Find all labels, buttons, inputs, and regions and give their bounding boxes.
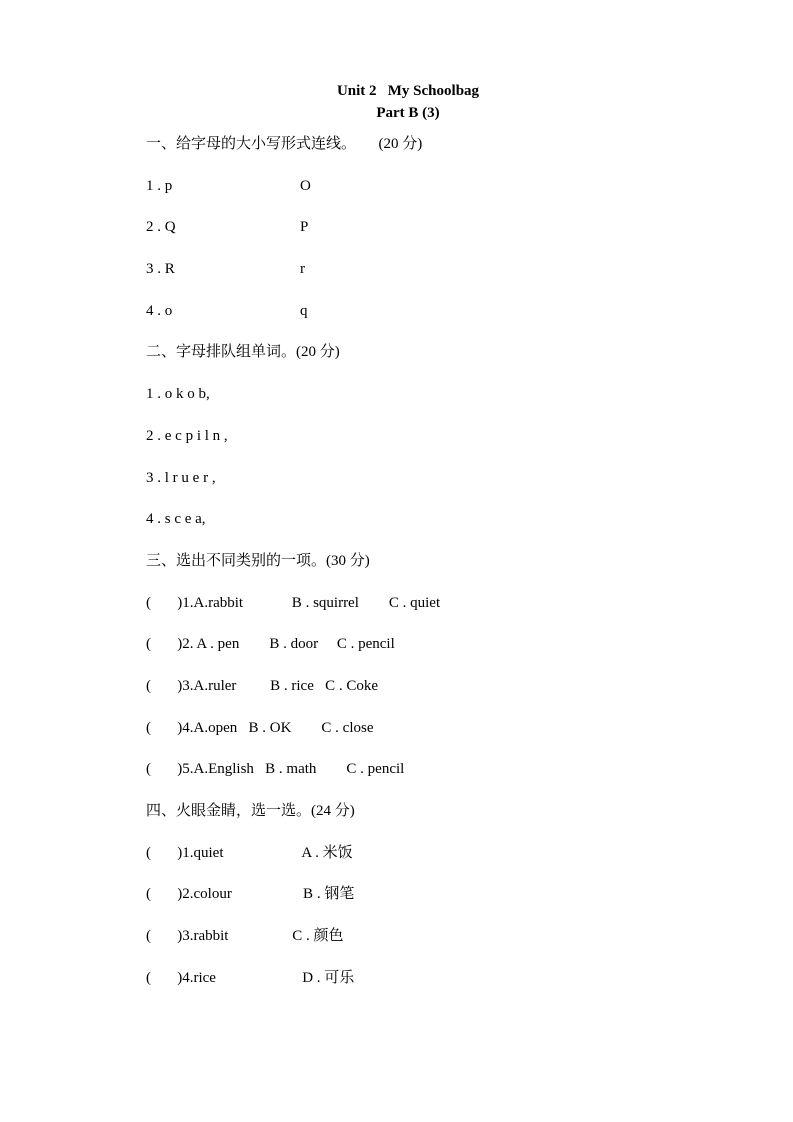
section-2-heading: 二、字母排队组单词。(20 分) — [146, 344, 340, 361]
section-1-pair-3 — [146, 249, 670, 291]
match-left-2: 2 . Q — [146, 219, 176, 236]
section-1-pair-2 — [146, 207, 670, 249]
section-4-item-4: ( )4.rice D . 可乐 — [146, 969, 355, 986]
section-4-heading: 四、火眼金睛，选一选。(24 分) — [146, 803, 355, 819]
match-right-1: O — [300, 177, 311, 194]
section-2-item-4: 4 . s c e a, — [146, 511, 206, 528]
section-1-pair-1 — [146, 166, 670, 208]
section-4-item-1: ( )1.quiet A . 米饭 — [146, 844, 353, 861]
section-3-item-2: ( )2. A . pen B . door C . pencil — [146, 636, 395, 653]
section-3-item-3: ( )3.A.ruler B . rice C . Coke — [146, 677, 379, 694]
match-right-4: q — [300, 302, 308, 319]
worksheet-content — [146, 80, 670, 999]
section-3-item-1: ( )1.A.rabbit B . squirrel C . quiet — [146, 594, 441, 611]
section-3-heading: 三、选出不同类别的一项。(30 分) — [146, 552, 370, 569]
section-3-item-5: ( )5.A.English B . math C . pencil — [146, 761, 405, 778]
section-3-item-4: ( )4.A.open B . OK C . close — [146, 719, 374, 736]
match-left-3: 3 . R — [146, 261, 175, 278]
match-left-4: 4 . o — [146, 302, 173, 319]
match-left-1: 1 . p — [146, 177, 173, 194]
match-right-3: r — [300, 261, 305, 278]
section-2-item-1: 1 . o k o b, — [146, 386, 210, 403]
section-4-item-2: ( )2.colour B . 钢笔 — [146, 886, 355, 903]
match-right-2: P — [300, 219, 309, 236]
page-title: Unit 2 My Schoolbag — [336, 83, 480, 99]
section-2-item-2: 2 . e c p i l n , — [146, 427, 228, 444]
page-subtitle: Part B (3) — [376, 105, 440, 121]
section-1-heading: 一、给字母的大小写形式连线。 (20 分) — [146, 136, 423, 152]
section-1-pair-4 — [146, 291, 670, 333]
section-4-item-3: ( )3.rabbit C . 颜色 — [146, 928, 344, 945]
section-2-item-3: 3 . l r u e r , — [146, 469, 216, 486]
